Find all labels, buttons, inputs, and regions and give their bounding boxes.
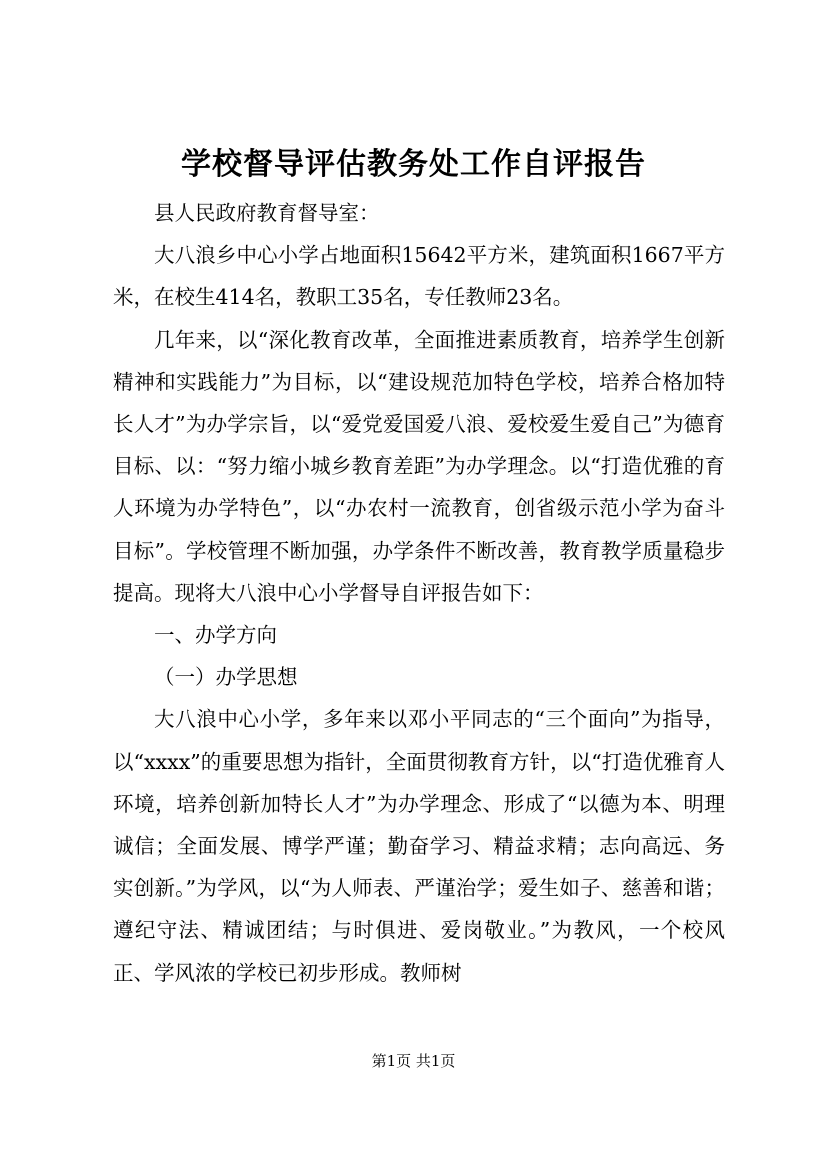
school-facts-paragraph: 大八浪乡中心小学占地面积15642平方米，建筑面积1667平方米，在校生414名，教职工35名，专任教师23名。 bbox=[113, 243, 725, 310]
document-title: 学校督导评估教务处工作自评报告 bbox=[181, 147, 646, 182]
section-heading-1: 一、办学方向 bbox=[154, 623, 277, 648]
subsection-heading-1: （一）办学思想 bbox=[154, 665, 298, 690]
salutation-paragraph: 县人民政府教育督导室： bbox=[154, 201, 380, 225]
goals-paragraph: 几年来，以“深化教育改革，全面推进素质教育，培养学生创新精神和实践能力”为目标，以“建设规范加特色学校，培养合格加特长人才”为办学宗旨，以“爱党爱国爱八浪、爱校爱生爱自己”为德育目标、以：“努力缩小城乡教育差距”为办学理念。以“打造优雅的育人环境为办学特色”，以“办农村一流教育，创省级示范小学为奋斗目标”。学校管理不断加强，办学条件不断改善，教育教学质量稳步提高。现将大八浪中心小学督导自评报告如下： bbox=[113, 327, 725, 605]
philosophy-paragraph: 大八浪中心小学，多年来以邓小平同志的“三个面向”为指导，以“xxxx”的重要思想为指针，全面贯彻教育方针，以“打造优雅育人环境，培养创新加特长人才”为办学理念、形成了“以德为本、明理诚信；全面发展、博学严谨；勤奋学习、精益求精；志向高远、务实创新。”为学风，以“为人师表、严谨治学；爱生如子、慈善和谐；遵纪守法、精诚团结；与时俱进、爱岗敬业。”为教风，一个校风正、学风浓的学校已初步形成。教师树 bbox=[113, 707, 725, 985]
document-body bbox=[113, 192, 725, 994]
page-footer: 第1页 共1页 bbox=[371, 1052, 456, 1070]
